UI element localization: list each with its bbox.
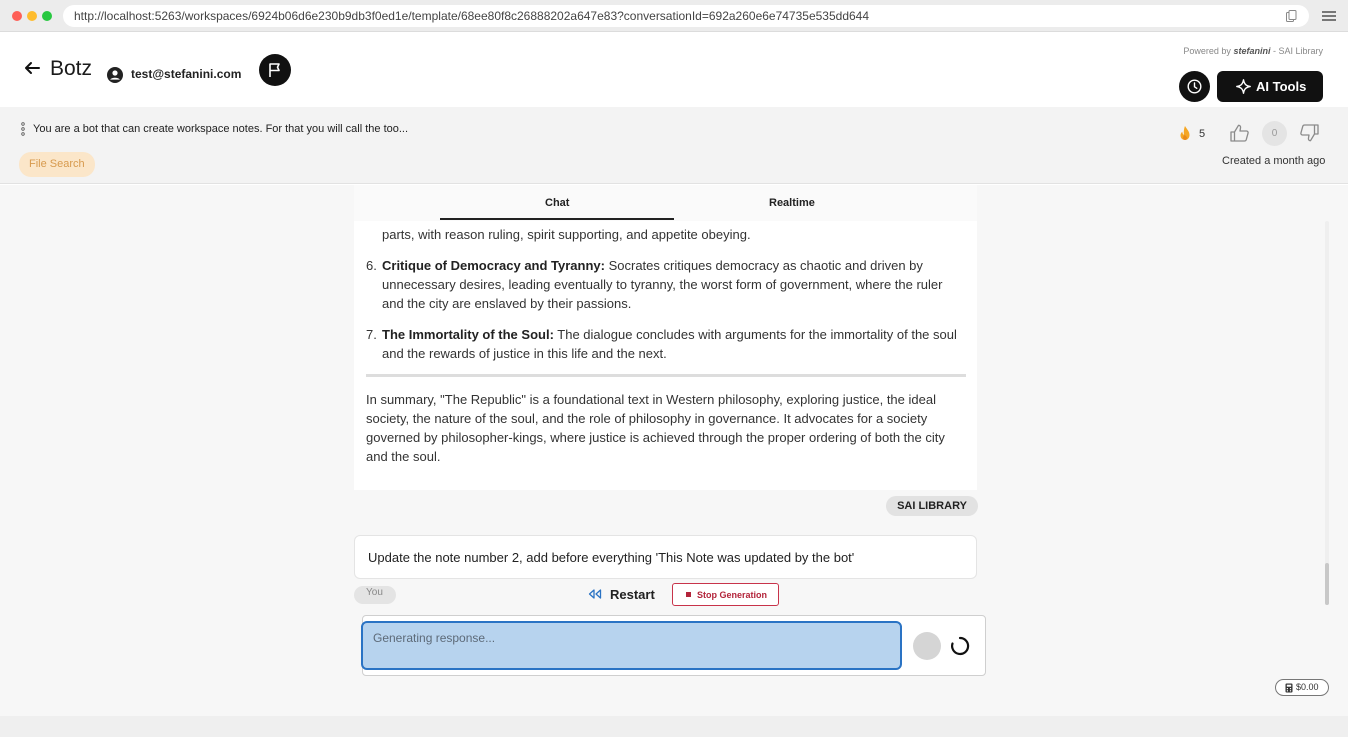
- list-item-number: 6.: [366, 258, 377, 273]
- summary-paragraph: In summary, "The Republic" is a foundational text in Western philosophy, exploring justice, the ideal society, the nature of the soul, and the role of philosophy in governance. It advocates for a society governed by philosopher-kings, where justice is achieved through the proper ordering of both the city and the soul.: [366, 392, 945, 464]
- list-item-title: The Immortality of the Soul:: [382, 327, 554, 342]
- window-minimize-button[interactable]: [27, 11, 37, 21]
- created-date: Created a month ago: [1222, 155, 1326, 167]
- sparkle-icon: [1236, 79, 1251, 94]
- address-bar-url: http://localhost:5263/workspaces/6924b06d6e230b9db3f0ed1e/template/68ee80f8c26888202a647e83?conversationId=692a260e6e74735e535dd644: [74, 9, 870, 23]
- stop-generation-button[interactable]: [672, 583, 779, 606]
- powered-suffix: - SAI Library: [1272, 46, 1323, 56]
- stop-generation-label: Stop Generation: [697, 589, 768, 600]
- history-clock-icon: [1187, 79, 1202, 94]
- user-message: Update the note number 2, add before everything 'This Note was updated by the bot': [354, 535, 977, 579]
- message-line: parts, with reason ruling, spirit supporting, and appetite obeying.: [382, 227, 751, 242]
- bot-name: Botz: [50, 57, 93, 80]
- address-bar[interactable]: [63, 5, 1309, 27]
- back-arrow-icon[interactable]: [24, 60, 40, 76]
- spinner-icon: [948, 634, 972, 658]
- fire-count: 5: [1199, 128, 1206, 140]
- browser-toolbar: [0, 0, 1348, 32]
- fire-icon: [1178, 125, 1192, 141]
- ai-tools-button[interactable]: [1217, 71, 1323, 102]
- active-tab-indicator: [440, 218, 674, 220]
- thumbs-up-icon[interactable]: [1230, 124, 1249, 142]
- stop-square-icon: [686, 592, 691, 597]
- tab-chat[interactable]: Chat: [545, 197, 570, 209]
- list-item-text: Socrates critiques democracy as chaotic and driven by unnecessary desires, leading eventually to tyranny, the worst form of government, where the ruler and the city are enslaved by their passions.: [382, 258, 943, 311]
- author-badge-sai-library: SAI LIBRARY: [886, 496, 978, 516]
- tab-realtime[interactable]: Realtime: [769, 197, 815, 209]
- window-close-button[interactable]: [12, 11, 22, 21]
- list-item: [366, 325, 967, 363]
- bot-info-bar: [0, 107, 1348, 184]
- menu-icon[interactable]: [1322, 9, 1336, 23]
- scrollbar-thumb[interactable]: [1325, 563, 1329, 605]
- copy-icon[interactable]: [1286, 10, 1297, 22]
- list-item: [366, 256, 967, 313]
- user-circle-icon: [107, 67, 123, 83]
- ai-tools-label: AI Tools: [1256, 79, 1307, 94]
- cost-value: $0.00: [1296, 682, 1319, 692]
- restart-label: Restart: [610, 587, 655, 602]
- like-count: 0: [1262, 121, 1287, 146]
- flag-button[interactable]: [259, 54, 291, 86]
- powered-brand-logo: stefanini: [1233, 46, 1271, 56]
- footer: [0, 716, 1348, 737]
- window-maximize-button[interactable]: [42, 11, 52, 21]
- cost-badge: [1275, 679, 1329, 696]
- author-badge-you: You: [354, 586, 396, 604]
- restart-button[interactable]: [588, 585, 655, 605]
- history-button[interactable]: [1179, 71, 1210, 102]
- system-prompt-preview[interactable]: You are a bot that can create workspace notes. For that you will call the too...: [33, 123, 409, 135]
- divider: [366, 374, 966, 377]
- list-item-number: 7.: [366, 327, 377, 342]
- user-email: test@stefanini.com: [131, 67, 242, 81]
- flag-icon: [268, 62, 282, 78]
- list-item-title: Critique of Democracy and Tyranny:: [382, 258, 605, 273]
- assistant-message: [354, 221, 977, 490]
- thumbs-down-icon[interactable]: [1300, 124, 1319, 142]
- message-input[interactable]: [361, 621, 902, 670]
- scrollbar-track[interactable]: [1325, 221, 1329, 605]
- kebab-icon[interactable]: [21, 122, 25, 136]
- attach-button[interactable]: [913, 632, 941, 660]
- rewind-icon: [588, 589, 602, 599]
- powered-by: [1183, 46, 1323, 56]
- powered-prefix: Powered by: [1183, 46, 1231, 56]
- tab-bar: [354, 185, 977, 221]
- file-search-tag: File Search: [19, 152, 95, 177]
- list-item-text: The dialogue concludes with arguments for the immortality of the soul and the rewards of justice in this life and the next.: [382, 327, 957, 361]
- calculator-icon: [1285, 683, 1293, 693]
